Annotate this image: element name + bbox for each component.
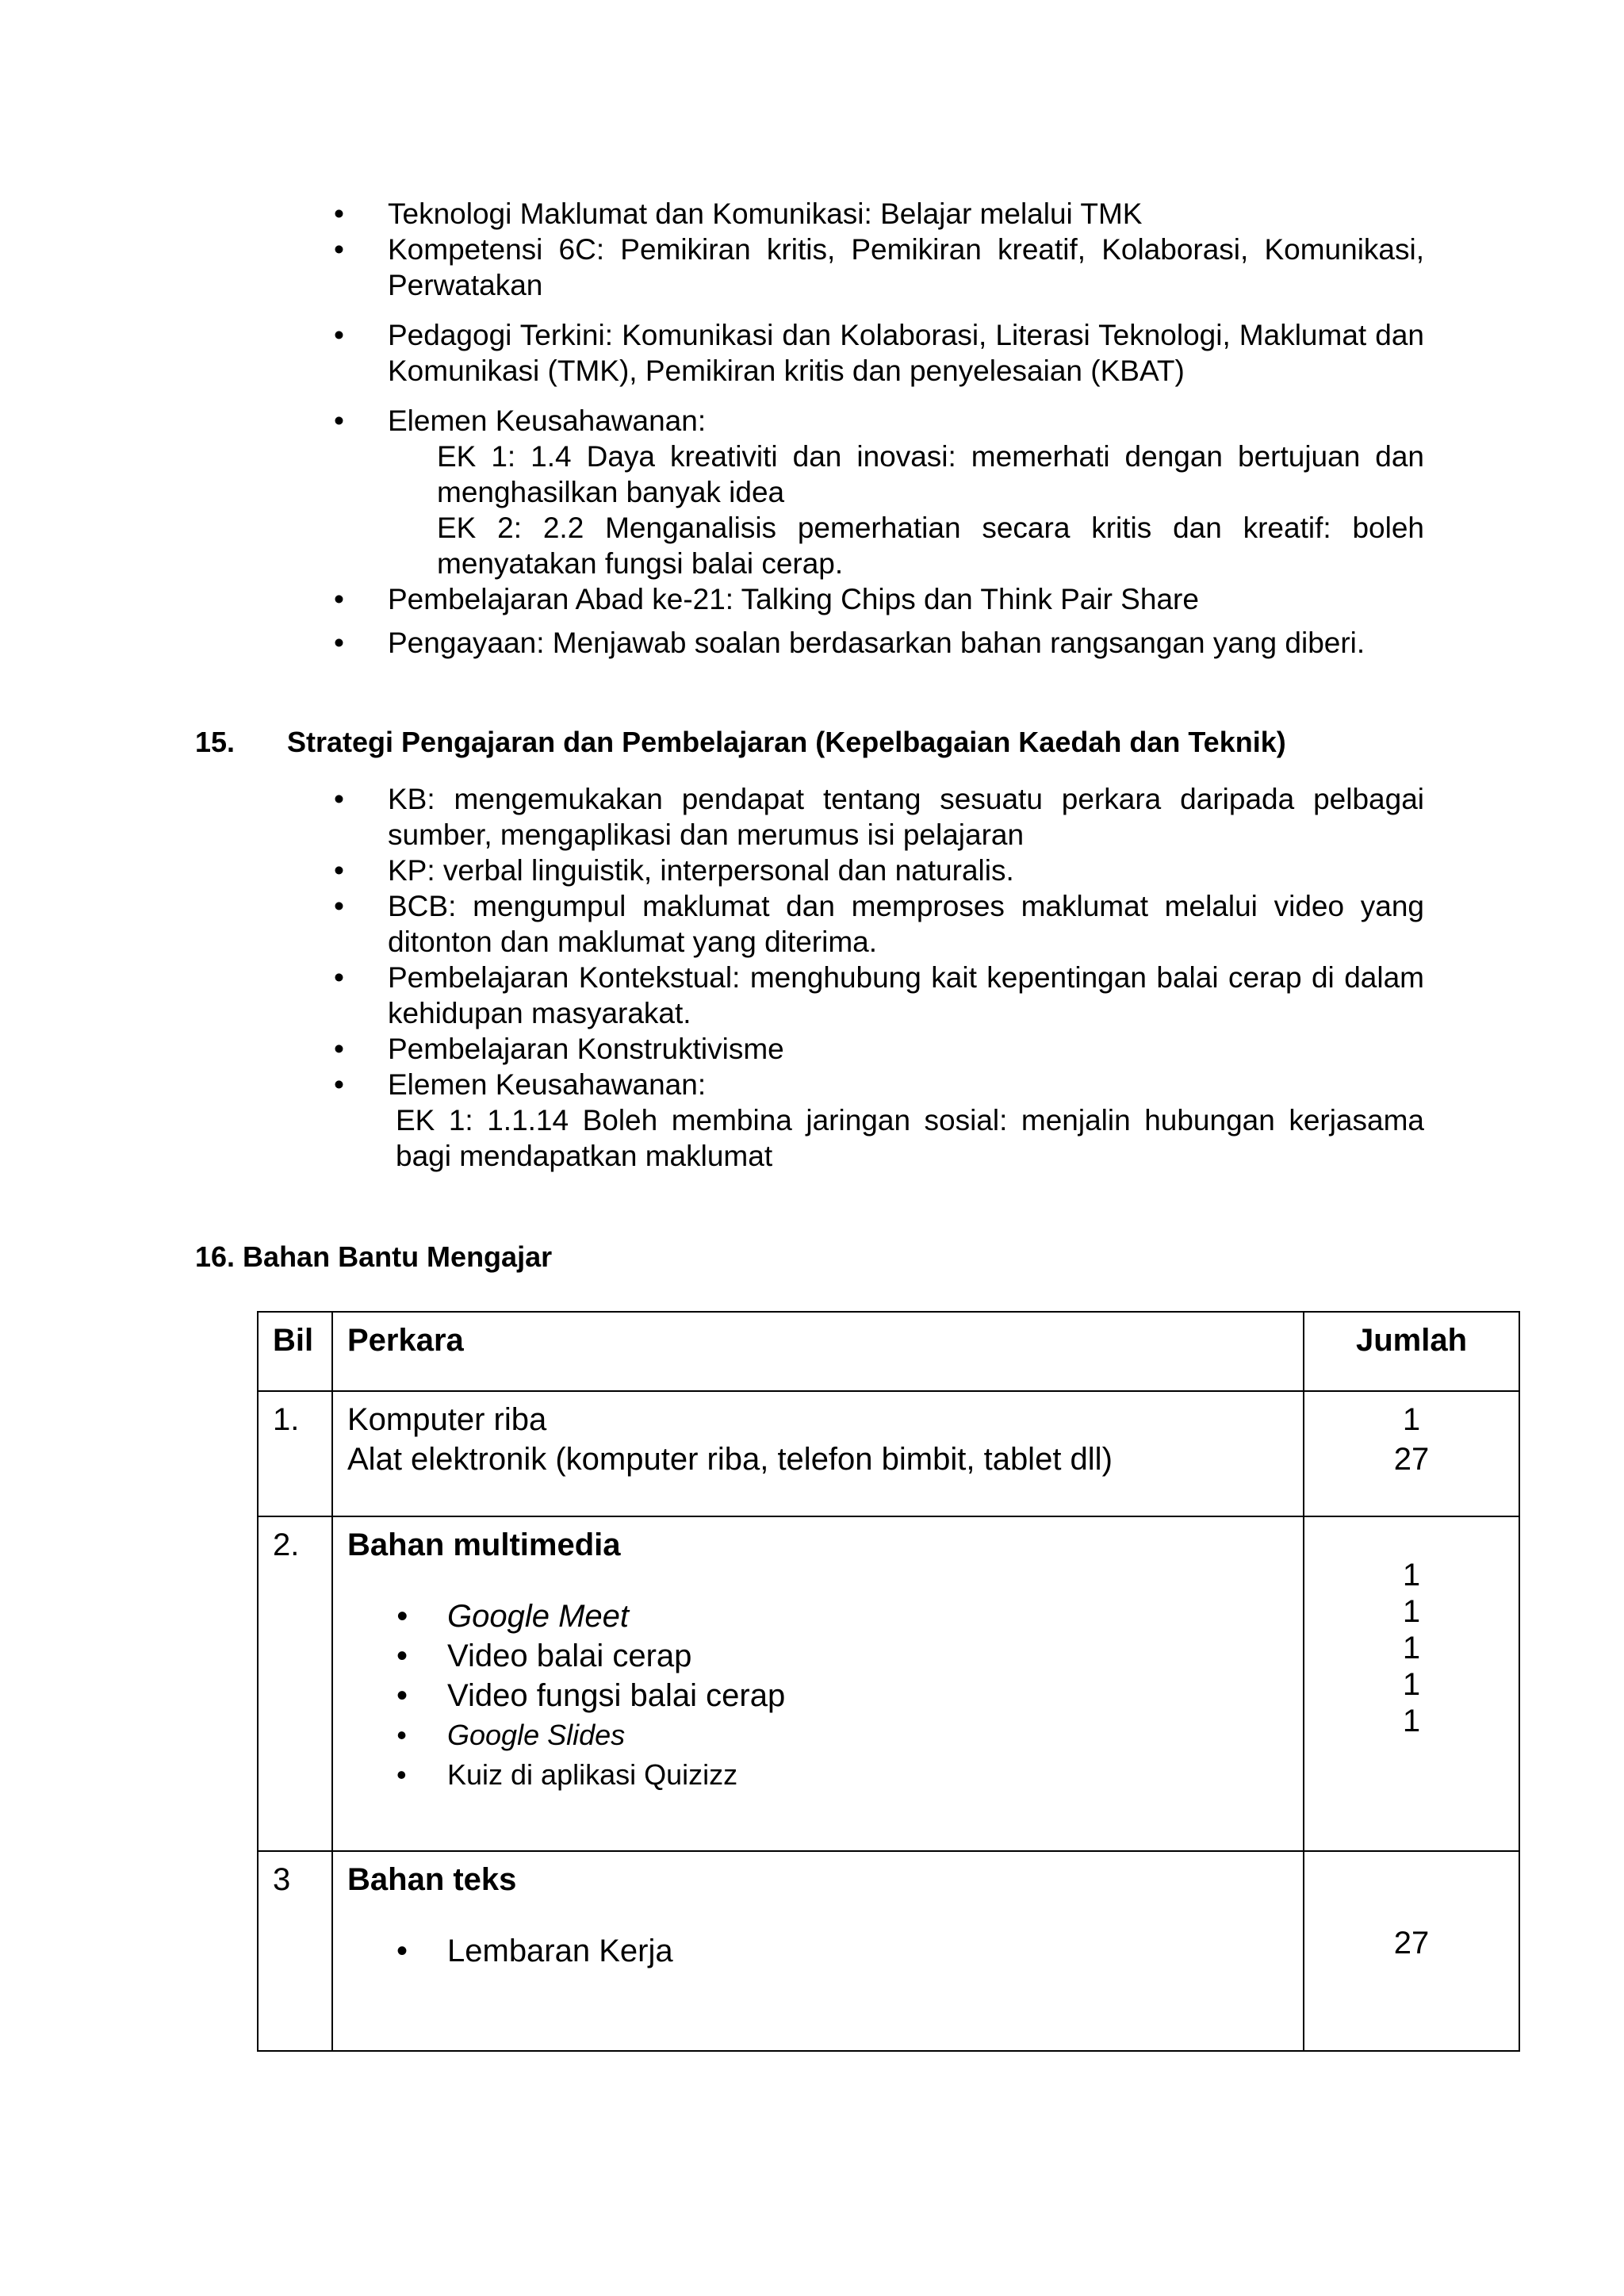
teaching-aids-table [257,1311,1520,2052]
bullet-marker: • [334,404,344,437]
list-item-text: Kuiz di aplikasi Quizizz [447,1758,738,1791]
list-item-text: KP: verbal linguistik, interpersonal dan naturalis. [388,854,1014,887]
list-item-text: Pedagogi Terkini: Komunikasi dan Kolaborasi, Literasi Teknologi, Maklumat dan Komunikasi (TMK), Pemikiran kritis dan penyelesaian (KBAT) [388,319,1424,387]
list-item-text: Pembelajaran Abad ke-21: Talking Chips dan Think Pair Share [388,583,1199,615]
section-title: 16. Bahan Bantu Mengajar [195,1240,553,1273]
list-item-text: Elemen Keusahawanan: [388,1068,707,1101]
qty-value: 1 [1402,1594,1421,1629]
category-title: Bahan multimedia [347,1527,621,1562]
cell-jumlah [1304,1516,1519,1851]
cell-bil: 2. [258,1516,332,1851]
list-item [334,232,1424,303]
table-row [258,1516,1519,1851]
top-bullet-list [334,196,1424,669]
list-item-text: Pengayaan: Menjawab soalan berdasarkan bahan rangsangan yang diberi. [388,627,1365,659]
list-item [334,888,1424,960]
qty-value: 1 [1402,1704,1421,1738]
table-header-row [258,1312,1519,1391]
qty-value: 1 [1402,1667,1421,1702]
item-line: Komputer riba [347,1402,547,1437]
list-item [347,1755,1289,1795]
qty-value: 1 [1402,1558,1421,1593]
list-item [334,1067,1424,1174]
bullet-marker: • [334,961,344,994]
list-item [347,1676,1289,1715]
multimedia-list [347,1596,1289,1795]
bullet-marker: • [396,1934,408,1968]
qty-value: 1 [1402,1402,1421,1437]
list-item-text: KB: mengemukakan pendapat tentang sesuatu perkara daripada pelbagai sumber, mengaplikasi dan merumus isi pelajaran [388,783,1424,851]
bullet-marker: • [334,233,344,266]
bullet-marker: • [334,583,344,615]
list-item-text: Video balai cerap [447,1639,692,1673]
list-item [334,403,1424,581]
header-perkara: Perkara [332,1312,1304,1391]
section-16-heading [195,1240,552,1274]
list-item-text: Lembaran Kerja [447,1934,673,1968]
bullet-marker: • [334,783,344,815]
cell-bil: 3 [258,1851,332,2051]
bullet-marker: • [396,1758,407,1791]
list-item-text: Kompetensi 6C: Pemikiran kritis, Pemikiran kreatif, Kolaborasi, Komunikasi, Perwatakan [388,233,1424,301]
section-number: 15. [195,726,236,758]
cell-perkara [332,1851,1304,2051]
list-item-text: BCB: mengumpul maklumat dan memproses maklumat melalui video yang ditonton dan maklumat yang diterima. [388,890,1424,958]
list-item-text: Pembelajaran Kontekstual: menghubung kait kepentingan balai cerap di dalam kehidupan masyarakat. [388,961,1424,1029]
cell-jumlah [1304,1851,1519,2051]
bullet-marker: • [334,1033,344,1065]
sub-item-text: EK 1: 1.1.14 Boleh membina jaringan sosial: menjalin hubungan kerjasama bagi mendapatkan maklumat [396,1104,1424,1172]
list-item [334,581,1424,617]
bullet-marker: • [334,890,344,922]
category-title: Bahan teks [347,1862,517,1897]
bullet-marker: • [334,854,344,887]
qty-stack [1319,1525,1504,1739]
section-15-heading [195,725,1286,760]
cell-perkara [332,1391,1304,1516]
qty-value: 27 [1393,1926,1430,1961]
bullet-marker: • [396,1719,407,1751]
cell-jumlah [1304,1391,1519,1516]
list-item-text: Elemen Keusahawanan: [388,404,707,437]
table-row [258,1851,1519,2051]
list-item [347,1715,1289,1755]
qty-value: 1 [1402,1631,1421,1665]
sub-item-text: EK 1: 1.4 Daya kreativiti dan inovasi: memerhati dengan bertujuan dan menghasilkan banyak idea [437,440,1424,508]
list-item [334,781,1424,853]
list-item-text: Pembelajaran Konstruktivisme [388,1033,784,1065]
table-row [258,1391,1519,1516]
bullet-marker: • [396,1599,408,1634]
qty-value: 27 [1393,1442,1430,1477]
bullet-marker: • [334,1068,344,1101]
cell-bil: 1. [258,1391,332,1516]
list-item-text: Google Meet [447,1599,630,1634]
list-item-text: Google Slides [447,1719,626,1751]
list-item [347,1931,1289,1971]
list-item [334,625,1424,661]
list-item-text: Video fungsi balai cerap [447,1678,786,1713]
section-15-list [334,781,1424,1174]
list-item [334,317,1424,389]
section-title: Strategi Pengajaran dan Pembelajaran (Kepelbagaian Kaedah dan Teknik) [287,726,1286,758]
cell-perkara [332,1516,1304,1851]
list-item [347,1636,1289,1676]
list-item [334,960,1424,1031]
item-line: Alat elektronik (komputer riba, telefon bimbit, tablet dll) [347,1442,1113,1477]
bullet-marker: • [396,1678,408,1713]
bullet-marker: • [334,197,344,230]
list-item [334,196,1424,232]
list-item [347,1596,1289,1636]
list-item-text: Teknologi Maklumat dan Komunikasi: Belajar melalui TMK [388,197,1143,230]
sub-item-text: EK 2: 2.2 Menganalisis pemerhatian secara kritis dan kreatif: boleh menyatakan fungsi balai cerap. [437,512,1424,580]
list-item [334,1031,1424,1067]
bullet-marker: • [396,1639,408,1673]
text-materials-list [347,1931,1289,1971]
header-bil: Bil [258,1312,332,1391]
header-jumlah: Jumlah [1304,1312,1519,1391]
bullet-marker: • [334,627,344,659]
list-item [334,853,1424,888]
bullet-marker: • [334,319,344,351]
